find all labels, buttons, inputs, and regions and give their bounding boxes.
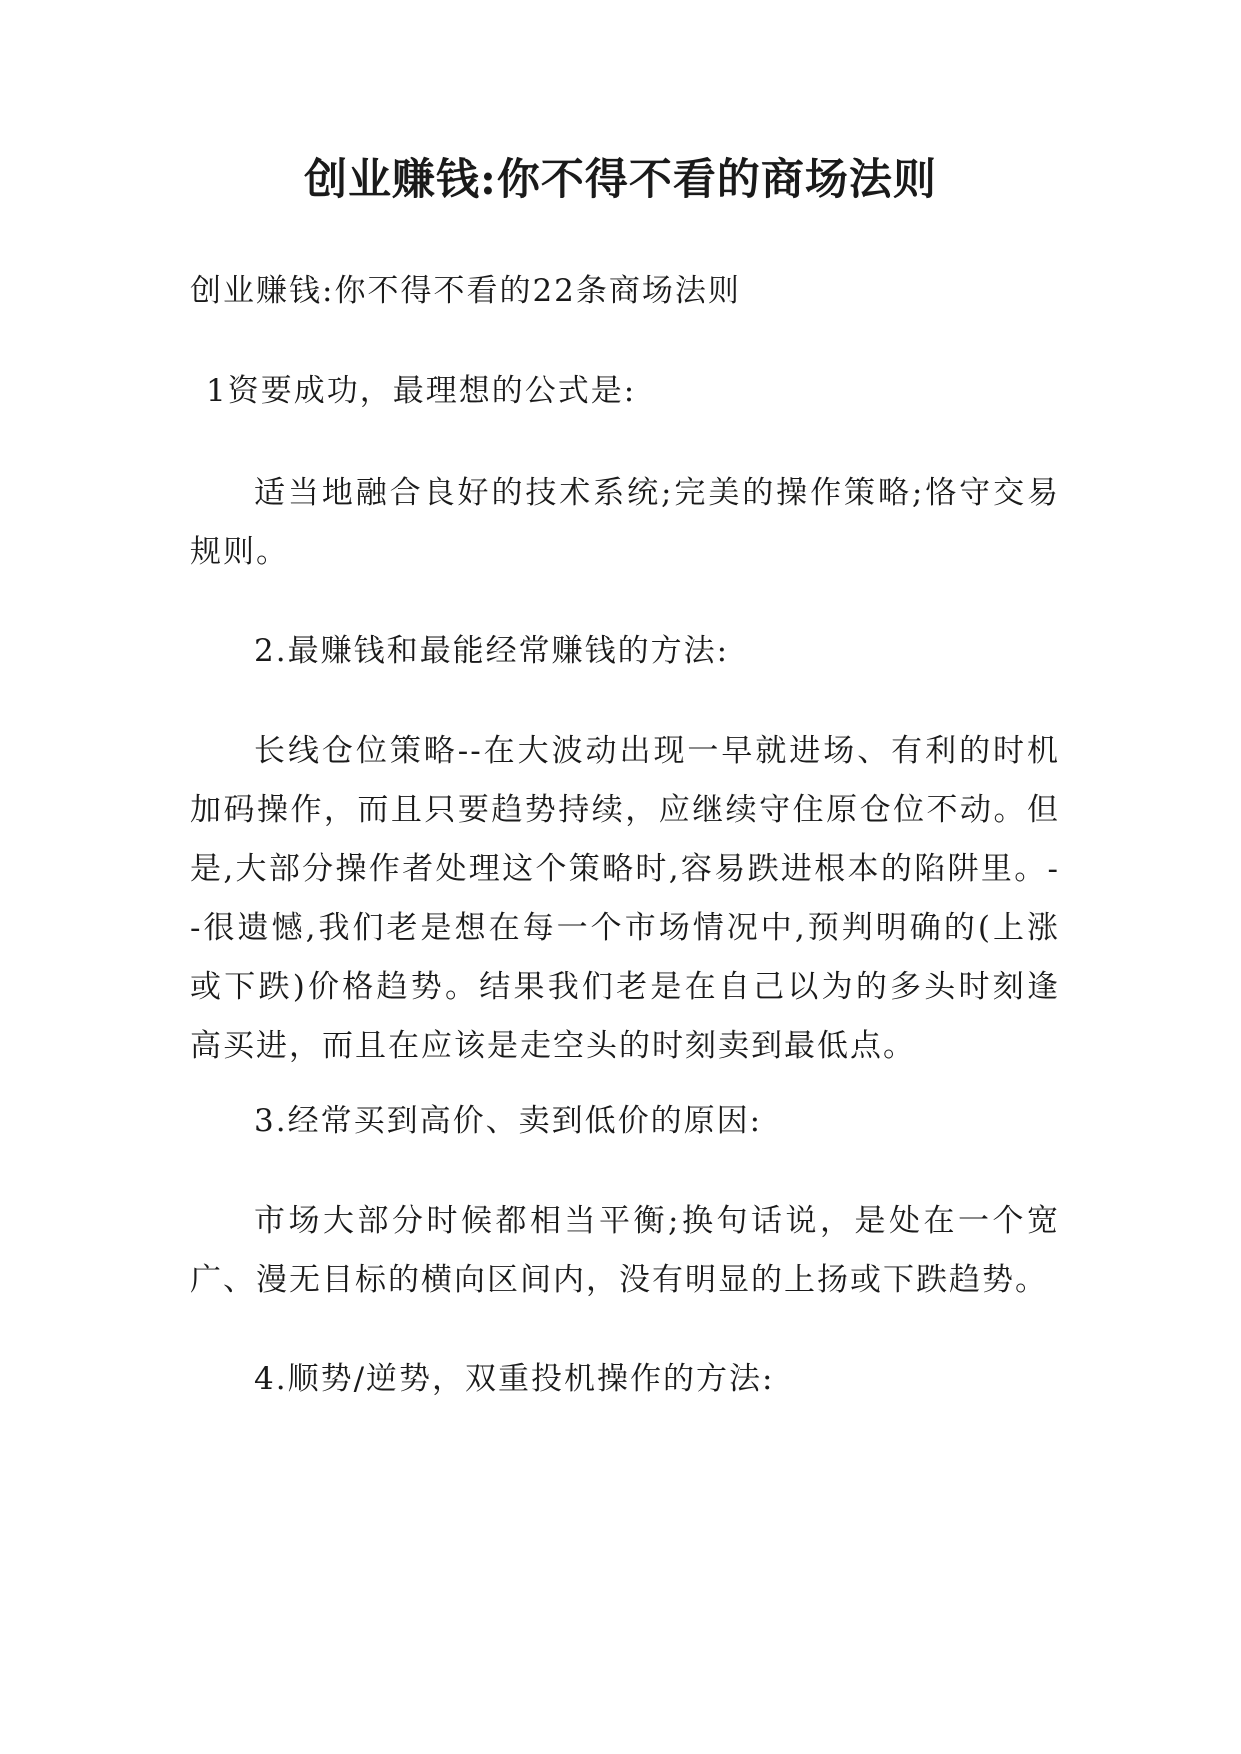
rule-2-body: 长线仓位策略--在大波动出现一早就进场、有利的时机加码操作，而且只要趋势持续，应继续守住原仓位不动。但是,大部分操作者处理这个策略时,容易跌进根本的陷阱里。--很遗憾,我们老是想在每一个市场情况中,预判明确的(上涨或下跌)价格趋势。结果我们老是在自己以为的多头时刻逢高买进，而且在应该是走空头的时刻卖到最低点。 (190, 733, 1060, 1064)
subtitle-paragraph: 创业赚钱:你不得不看的22条商场法则 (190, 273, 741, 309)
rule-4-heading: 4.顺势/逆势，双重投机操作的方法: (254, 1361, 775, 1397)
rule-1-heading: 1资要成功，最理想的公式是: (206, 373, 637, 409)
rule-3-heading: 3.经常买到高价、卖到低价的原因: (254, 1103, 763, 1139)
rule-2-heading: 2.最赚钱和最能经常赚钱的方法: (254, 633, 730, 669)
document-title: 创业赚钱:你不得不看的商场法则 (304, 155, 937, 205)
rule-3-body: 市场大部分时候都相当平衡;换句话说，是处在一个宽广、漫无目标的横向区间内，没有明显的上扬或下跌趋势。 (190, 1203, 1060, 1298)
rule-1-body: 适当地融合良好的技术系统;完美的操作策略;恪守交易规则。 (190, 475, 1060, 570)
